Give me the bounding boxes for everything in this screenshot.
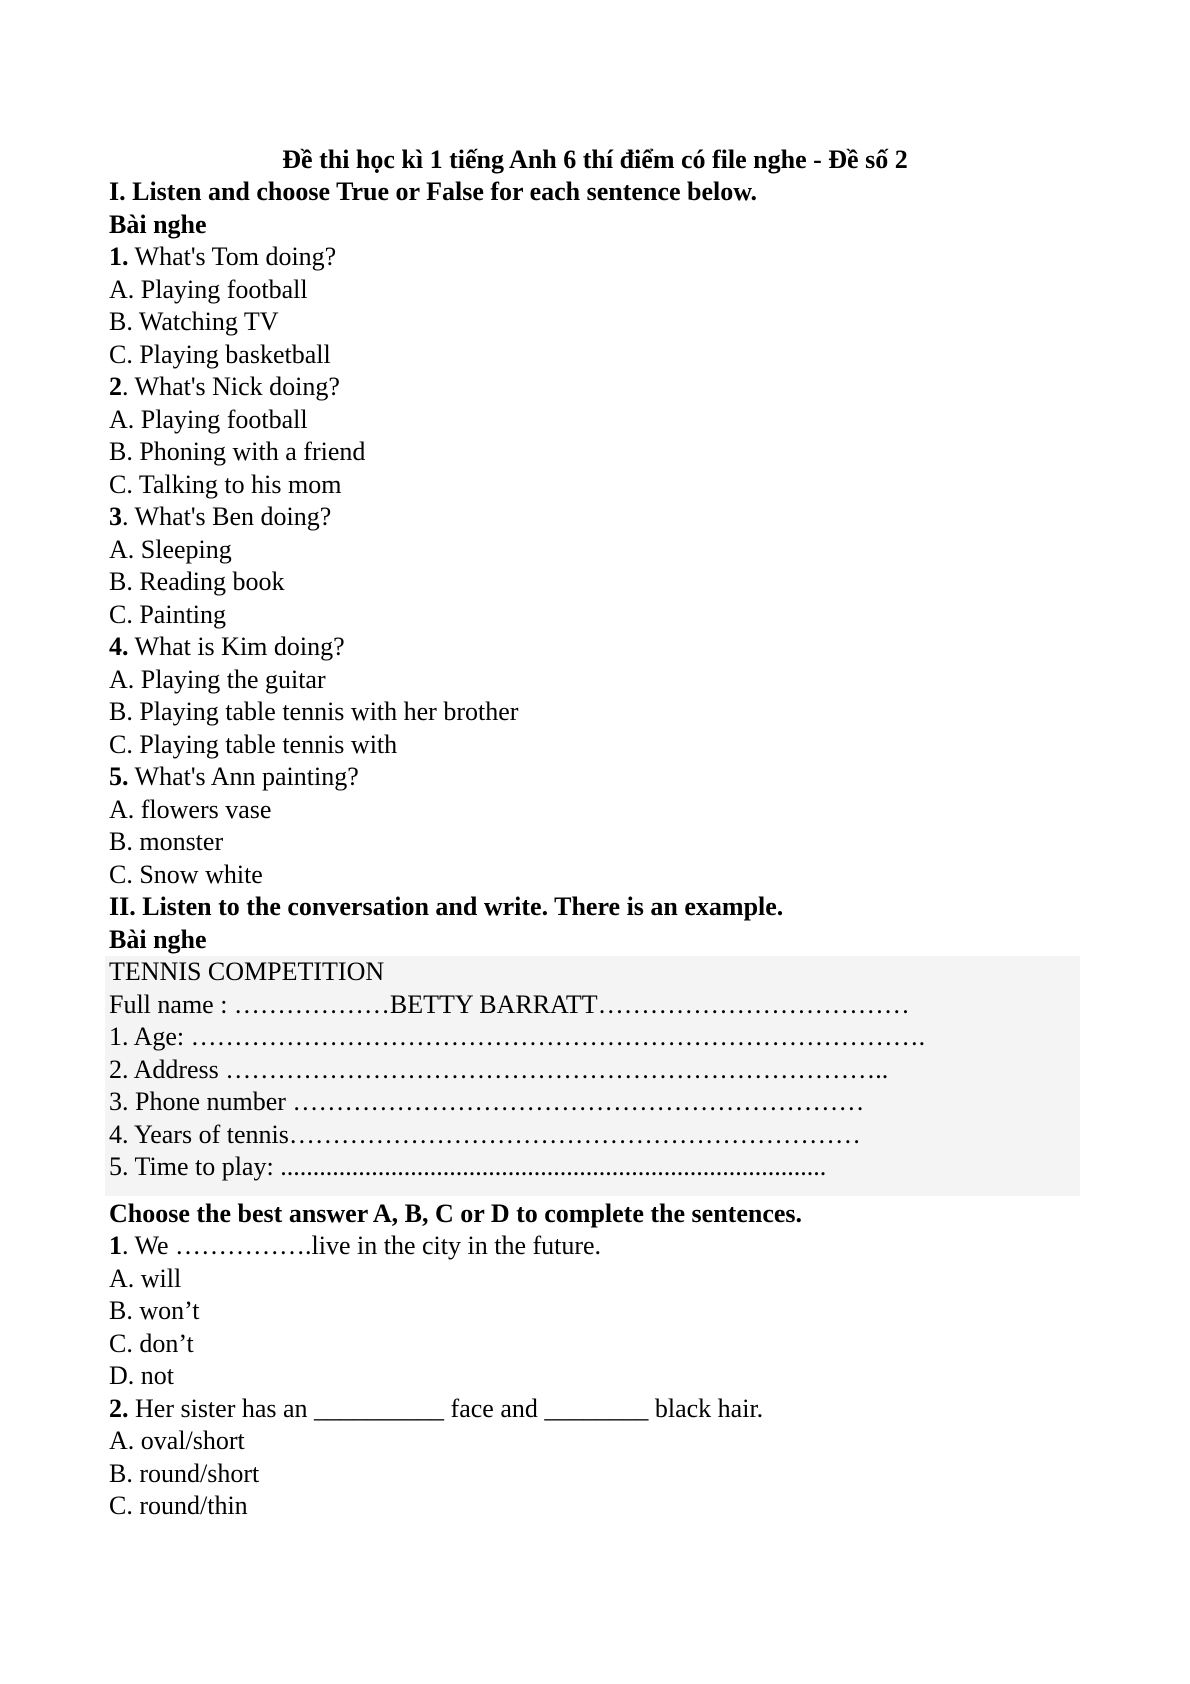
section-3-heading: Choose the best answer A, B, C or D to complete the sentences. [109,1198,803,1228]
question-prompt: . What's Nick doing? [122,372,340,401]
question-text [109,371,1109,404]
tennis-form-box [105,956,1080,1196]
form-line-years: 4. Years of tennis………………………………………………………… [109,1119,861,1149]
answer-option: C. Playing table tennis with [109,729,398,759]
question-number: 5. [109,762,129,791]
form-line-age: 1. Age: …………………………………………………………………………. [109,1022,926,1051]
question-prompt: . What's Ben doing? [122,502,332,531]
section-1-heading: I. Listen and choose True or False for each sentence below. [109,177,758,206]
answer-option: C. Playing basketball [109,339,331,369]
question-number: 4. [109,632,129,661]
question-text [109,241,1109,274]
page-title: Đề thi học kì 1 tiếng Anh 6 thí điểm có file nghe - Đề số 2 [282,145,908,174]
answer-option: A. will [109,1263,182,1293]
question-prompt: What's Tom doing? [128,242,337,271]
answer-option: C. round/thin [109,1491,248,1520]
form-line-full-name: Full name : ………………BETTY BARRATT……………………………… [109,989,910,1019]
question-number: 2. [109,1393,129,1423]
question-number: 2 [109,372,122,401]
question-prompt: What's Ann painting? [128,762,359,791]
answer-option: A. oval/short [109,1426,245,1455]
question-text [109,631,1109,664]
answer-option: A. Playing football [109,404,308,434]
question-number: 1. [109,242,129,271]
question-number: 1 [109,1231,122,1260]
question-text [109,1393,1109,1426]
question-text [109,1230,1109,1263]
section-1-audio-label: Bài nghe [109,209,207,239]
form-line-time: 5. Time to play: .................................................................................... [109,1152,827,1181]
form-line-address: 2. Address ………………………………………………………………….. [109,1054,889,1084]
answer-option: C. don’t [109,1328,194,1358]
answer-option: A. Playing football [109,274,308,304]
answer-option: C. Snow white [109,859,263,889]
question-prompt: What is Kim doing? [128,632,345,661]
answer-option: B. Watching TV [109,307,279,336]
question-text [109,761,1109,794]
answer-option: A. flowers vase [109,794,272,824]
answer-option: A. Sleeping [109,534,232,564]
form-title: TENNIS COMPETITION [109,957,385,986]
answer-option: D. not [109,1361,174,1390]
question-text [109,501,1109,534]
question-number: 3 [109,502,122,531]
form-line-phone: 3. Phone number ………………………………………………………… [109,1087,865,1116]
answer-option: B. monster [109,827,224,856]
answer-option: B. Phoning with a friend [109,437,366,466]
answer-option: B. round/short [109,1458,260,1488]
answer-option: B. won’t [109,1296,200,1325]
answer-option: A. Playing the guitar [109,664,326,694]
answer-option: C. Painting [109,599,227,629]
answer-option: C. Talking to his mom [109,469,342,499]
section-2-audio-label: Bài nghe [109,924,207,954]
section-2-heading: II. Listen to the conversation and write. There is an example. [109,892,784,921]
document-body [109,176,1109,1523]
question-prompt: Her sister has an __________ face and ________ black hair. [128,1393,764,1423]
answer-option: B. Playing table tennis with her brother [109,697,519,726]
answer-option: B. Reading book [109,567,285,596]
question-prompt: . We …………….live in the city in the future. [122,1231,602,1260]
